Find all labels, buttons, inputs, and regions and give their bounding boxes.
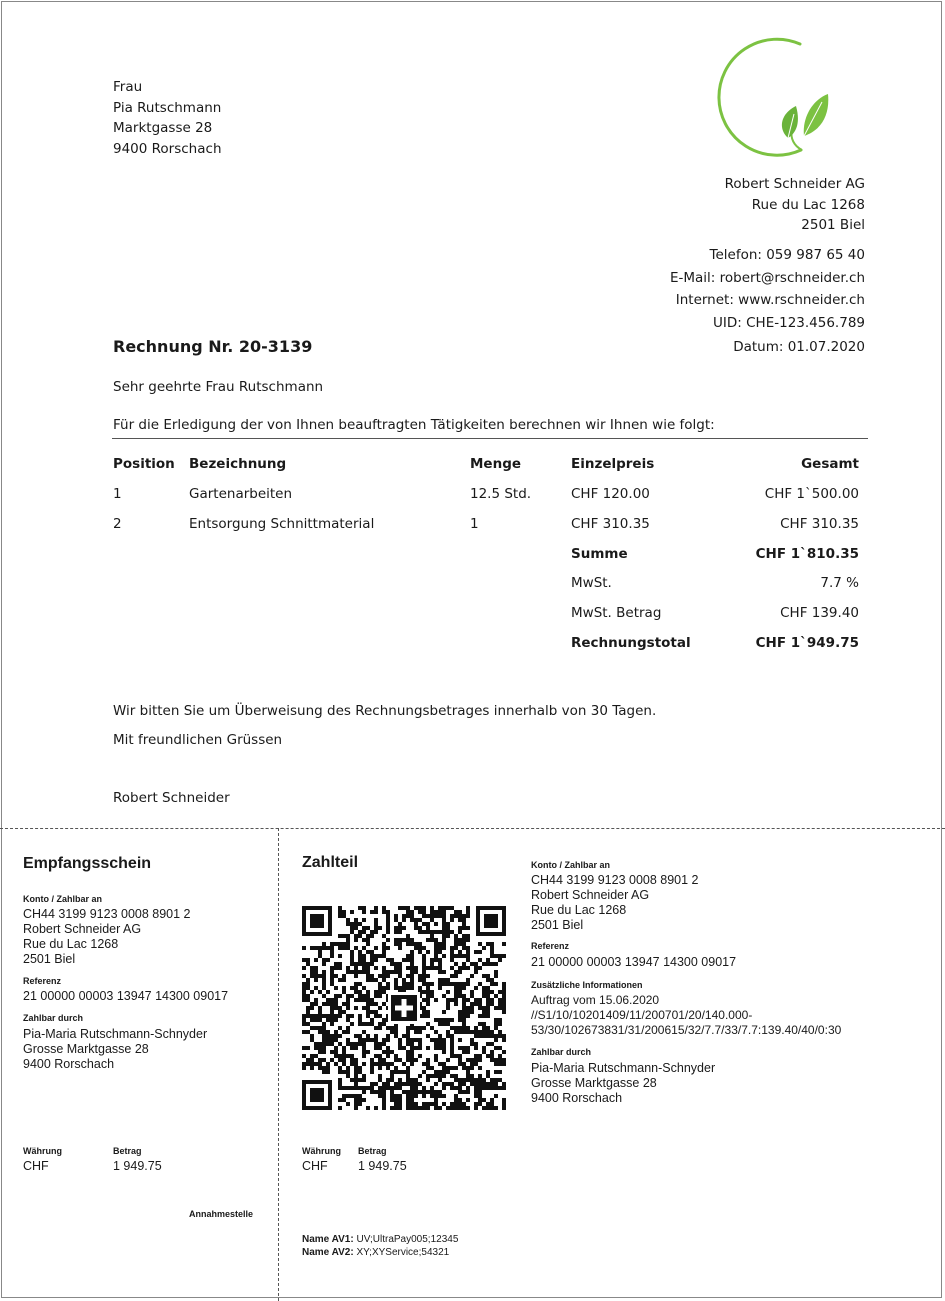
receipt-amount: 1 949.75 xyxy=(113,1159,162,1173)
payment-info-label: Zusätzliche Informationen xyxy=(531,980,643,990)
receipt-title: Empfangsschein xyxy=(23,855,152,872)
receipt-creditor-city: 2501 Biel xyxy=(23,952,76,966)
contact-uid: UID: CHE-123.456.789 xyxy=(713,314,865,331)
salutation: Sehr geehrte Frau Rutschmann xyxy=(113,379,324,395)
payment-currency: CHF xyxy=(302,1159,328,1173)
header-position: Position xyxy=(113,456,175,472)
payment-creditor-city: 2501 Biel xyxy=(531,918,584,932)
vat-label: MwSt. xyxy=(571,575,612,591)
row1-position: 1 xyxy=(113,486,122,502)
payment-account-label: Konto / Zahlbar an xyxy=(531,860,611,870)
payment-info-line: 53/30/102673831/31/200615/32/7.7/33/7.7:139.40/40/0:30 xyxy=(531,1023,842,1037)
swiss-cross-icon xyxy=(388,992,420,1024)
divider xyxy=(112,438,868,439)
receipt-amount-label: Betrag xyxy=(113,1146,142,1156)
header-description: Bezeichnung xyxy=(189,456,287,472)
contact-web: Internet: www.rschneider.ch xyxy=(675,292,865,308)
av2-label: Name AV2: xyxy=(302,1247,354,1258)
receipt-acceptance-point: Annahmestelle xyxy=(189,1209,254,1219)
invoice-date: Datum: 01.07.2020 xyxy=(733,339,865,355)
header-total: Gesamt xyxy=(801,456,859,472)
receipt-payer-street: Grosse Marktgasse 28 xyxy=(23,1042,149,1056)
receipt-payer-label: Zahlbar durch xyxy=(23,1013,84,1023)
receipt-payer xyxy=(23,1027,207,1072)
receipt-creditor-name: Robert Schneider AG xyxy=(23,922,142,936)
payment-amount: 1 949.75 xyxy=(358,1159,407,1173)
payment-payer-city: 9400 Rorschach xyxy=(531,1091,623,1105)
row1-quantity: 12.5 Std. xyxy=(470,486,532,502)
av1-label: Name AV1: xyxy=(302,1234,354,1245)
row2-position: 2 xyxy=(113,516,122,532)
closing-text: Wir bitten Sie um Überweisung des Rechnungsbetrages innerhalb von 30 Tagen. xyxy=(113,703,657,719)
row1-description: Gartenarbeiten xyxy=(189,486,293,502)
sum-value: CHF 1`810.35 xyxy=(755,546,859,562)
qr-code xyxy=(302,906,506,1110)
header-quantity: Menge xyxy=(470,456,522,472)
av2-line xyxy=(302,1247,449,1258)
payment-reference-label: Referenz xyxy=(531,941,570,951)
sum-label: Summe xyxy=(571,546,628,562)
company-logo xyxy=(698,34,832,160)
payment-info-line: //S1/10/10201409/11/200701/20/140.000- xyxy=(531,1008,753,1022)
invoice-total-label: Rechnungstotal xyxy=(571,635,691,651)
payment-payer xyxy=(531,1061,715,1106)
perforation-vertical xyxy=(278,828,279,1301)
header-unit-price: Einzelpreis xyxy=(571,456,655,472)
receipt-account xyxy=(23,907,191,967)
payment-info xyxy=(531,993,841,1038)
recipient-line: Frau xyxy=(113,79,143,95)
sender-line: 2501 Biel xyxy=(801,217,865,233)
row2-unit-price: CHF 310.35 xyxy=(571,516,650,532)
vat-value: 7.7 % xyxy=(820,575,859,591)
receipt-account-label: Konto / Zahlbar an xyxy=(23,894,103,904)
vat-amount-label: MwSt. Betrag xyxy=(571,605,662,621)
vat-amount-value: CHF 139.40 xyxy=(780,605,859,621)
recipient-line: 9400 Rorschach xyxy=(113,140,222,157)
recipient-address xyxy=(113,77,222,159)
receipt-payer-city: 9400 Rorschach xyxy=(23,1057,115,1071)
sender-address xyxy=(565,174,865,236)
payment-currency-label: Währung xyxy=(302,1146,341,1156)
invoice-total-value: CHF 1`949.75 xyxy=(755,635,859,651)
payment-payer-name: Pia-Maria Rutschmann-Schnyder xyxy=(531,1061,716,1075)
receipt-payer-name: Pia-Maria Rutschmann-Schnyder xyxy=(23,1027,208,1041)
av1-value: UV;UltraPay005;12345 xyxy=(356,1234,459,1245)
payment-creditor-name: Robert Schneider AG xyxy=(531,888,650,902)
receipt-currency-label: Währung xyxy=(23,1146,62,1156)
row2-description: Entsorgung Schnittmaterial xyxy=(189,516,375,532)
row2-quantity: 1 xyxy=(470,516,479,532)
sender-line: Rue du Lac 1268 xyxy=(751,196,865,213)
perforation-horizontal xyxy=(0,828,945,829)
recipient-line: Marktgasse 28 xyxy=(113,120,213,136)
receipt-currency: CHF xyxy=(23,1159,49,1173)
payment-title: Zahlteil xyxy=(302,854,359,871)
row1-total: CHF 1`500.00 xyxy=(764,486,859,502)
av1-line xyxy=(302,1234,458,1245)
payment-iban: CH44 3199 9123 0008 8901 2 xyxy=(531,873,699,887)
payment-reference: 21 00000 00003 13947 14300 09017 xyxy=(531,955,737,969)
receipt-iban: CH44 3199 9123 0008 8901 2 xyxy=(23,907,191,921)
payment-amount-label: Betrag xyxy=(358,1146,387,1156)
signature: Robert Schneider xyxy=(113,790,230,806)
payment-info-line: Auftrag vom 15.06.2020 xyxy=(531,993,660,1007)
invoice-title: Rechnung Nr. 20-3139 xyxy=(113,337,313,356)
payment-payer-label: Zahlbar durch xyxy=(531,1047,592,1057)
greeting: Mit freundlichen Grüssen xyxy=(113,732,283,748)
contact-phone: Telefon: 059 987 65 40 xyxy=(709,247,865,263)
sender-line: Robert Schneider AG xyxy=(724,176,865,192)
sender-contact xyxy=(525,244,865,334)
payment-payer-street: Grosse Marktgasse 28 xyxy=(531,1076,657,1090)
recipient-line: Pia Rutschmann xyxy=(113,99,222,116)
payment-creditor-street: Rue du Lac 1268 xyxy=(531,903,627,917)
payment-account xyxy=(531,873,699,933)
row2-total: CHF 310.35 xyxy=(780,516,859,532)
receipt-reference: 21 00000 00003 13947 14300 09017 xyxy=(23,989,229,1003)
receipt-creditor-street: Rue du Lac 1268 xyxy=(23,937,119,951)
intro-text: Für die Erledigung der von Ihnen beauftragten Tätigkeiten berechnen wir Ihnen wie folgt: xyxy=(113,417,715,433)
receipt-reference-label: Referenz xyxy=(23,976,62,986)
av2-value: XY;XYService;54321 xyxy=(356,1247,450,1258)
contact-email: E-Mail: robert@rschneider.ch xyxy=(669,269,865,286)
row1-unit-price: CHF 120.00 xyxy=(571,486,650,502)
